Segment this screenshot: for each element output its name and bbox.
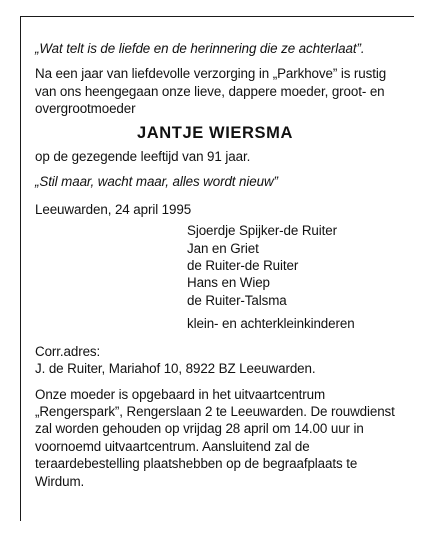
deceased-name: JANTJE WIERSMA xyxy=(137,123,293,142)
service-info: Onze moeder is opgebaard in het uitvaartcentrum „Rengerspark”, Rengerslaan 2 te Leeuwarden. De rouwdienst zal worden gehouden op vrijdag 28 april om 14.00 uur in voornoemd uitvaartcentrum. Aansluitend zal de teraardebestelling plaatshebben op de begraafplaats te Wirdum. xyxy=(35,386,395,489)
relative-name: de Ruiter-Talsma xyxy=(187,292,287,308)
place-date: Leeuwarden, 24 april 1995 xyxy=(35,201,192,217)
death-notice xyxy=(35,40,395,490)
age-line: op de gezegende leeftijd van 91 jaar. xyxy=(35,149,251,165)
correspondence-label: Corr.adres: xyxy=(35,343,101,359)
relative-name: Sjoerdje Spijker-de Ruiter xyxy=(187,223,337,239)
grandchildren-line: klein- en achterkleinkinderen xyxy=(187,316,355,332)
relatives-list xyxy=(187,222,395,332)
opening-quote: „Wat telt is de liefde en de herinnering die ze achterlaat”. xyxy=(35,41,365,56)
closing-quote: „Stil maar, wacht maar, alles wordt nieuw” xyxy=(35,174,278,190)
relative-name: Jan en Griet xyxy=(187,240,259,256)
relative-name: de Ruiter-de Ruiter xyxy=(187,258,299,274)
correspondence-address: J. de Ruiter, Mariahof 10, 8922 BZ Leeuwarden. xyxy=(35,361,316,377)
intro-text: Na een jaar van liefdevolle verzorging in „Parkhove” is rustig van ons heengegaan onze lieve, dappere moeder, groot- en overgrootmoeder xyxy=(35,66,387,117)
relative-name: Hans en Wiep xyxy=(187,275,270,291)
